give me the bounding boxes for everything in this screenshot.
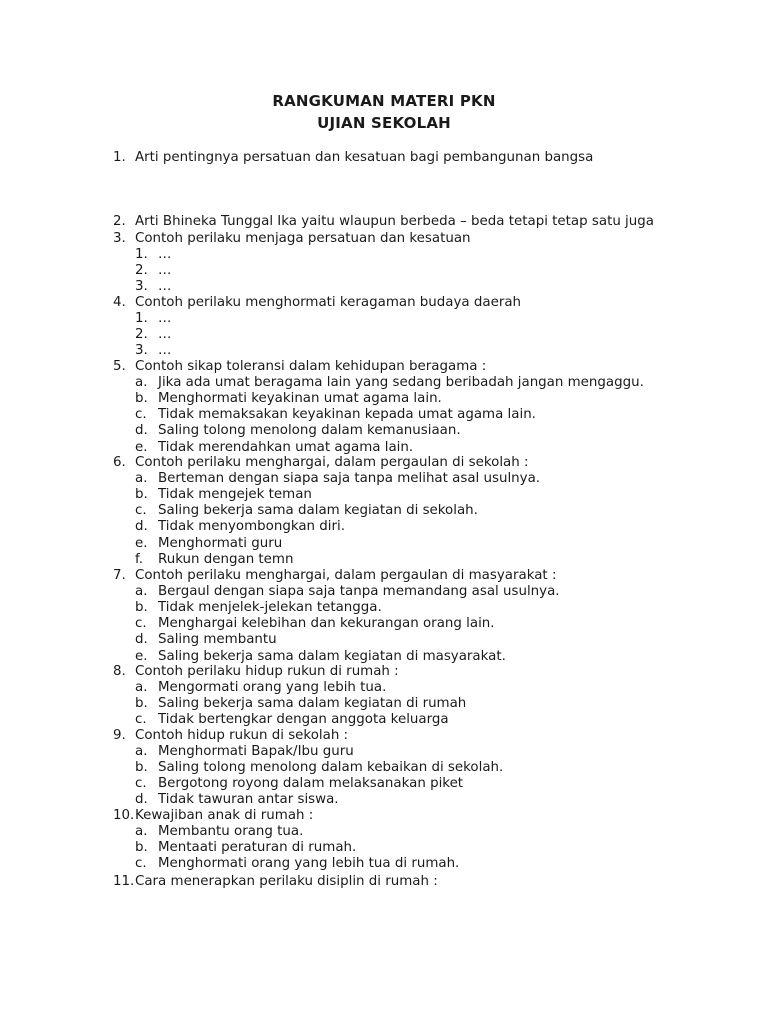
- list-item-text: Contoh perilaku menghormati keragaman budaya daerah: [135, 295, 522, 310]
- list-item-text: Contoh hidup rukun di sekolah :: [135, 728, 349, 743]
- sub-item-marker: 2.: [135, 263, 148, 278]
- sub-item-text: Mentaati peraturan di rumah.: [158, 840, 357, 855]
- sub-item-text: Saling membantu: [158, 632, 277, 647]
- sub-item-marker: 1.: [135, 247, 148, 262]
- list-item-text: Contoh perilaku menjaga persatuan dan kesatuan: [135, 231, 471, 246]
- list-item-text: Kewajiban anak di rumah :: [135, 808, 314, 823]
- sub-item-marker: a.: [135, 824, 148, 839]
- sub-item-marker: c.: [135, 776, 147, 791]
- sub-item-text: …: [158, 343, 172, 358]
- sub-item-marker: 1.: [135, 311, 148, 326]
- list-item-text: Arti Bhineka Tunggal Ika yaitu wlaupun berbeda – beda tetapi tetap satu juga: [135, 214, 654, 229]
- sub-item-marker: b.: [135, 696, 148, 711]
- sub-item-text: Tidak tawuran antar siswa.: [158, 792, 339, 807]
- list-item-number: 4.: [113, 295, 126, 310]
- sub-item-marker: 3.: [135, 279, 148, 294]
- list-item-number: 6.: [113, 455, 126, 470]
- sub-item-text: Tidak merendahkan umat agama lain.: [158, 440, 414, 455]
- sub-item-marker: e.: [135, 536, 148, 551]
- sub-item-text: Bergotong royong dalam melaksanakan piket: [158, 776, 464, 791]
- list-item-text: Cara menerapkan perilaku disiplin di rumah :: [135, 874, 438, 889]
- sub-item-marker: c.: [135, 503, 147, 518]
- sub-item-text: Mengormati orang yang lebih tua.: [158, 680, 387, 695]
- list-item-number: 3.: [113, 231, 126, 246]
- sub-item-text: Tidak bertengkar dengan anggota keluarga: [158, 712, 449, 727]
- sub-item-text: Tidak menyombongkan diri.: [158, 519, 345, 534]
- document-subtitle: UJIAN SEKOLAH: [317, 114, 451, 132]
- sub-item-marker: a.: [135, 375, 148, 390]
- sub-item-text: …: [158, 327, 172, 342]
- list-item-number: 10.: [113, 808, 135, 823]
- sub-item-text: Rukun dengan temn: [158, 552, 294, 567]
- sub-item-marker: c.: [135, 407, 147, 422]
- sub-item-text: Saling tolong menolong dalam kebaikan di sekolah.: [158, 760, 504, 775]
- list-item-number: 5.: [113, 359, 126, 374]
- sub-item-text: …: [158, 247, 172, 262]
- sub-item-marker: b.: [135, 600, 148, 615]
- sub-item-marker: a.: [135, 471, 148, 486]
- sub-item-text: Berteman dengan siapa saja tanpa melihat asal usulnya.: [158, 471, 541, 486]
- list-item-number: 8.: [113, 664, 126, 679]
- list-item-text: Contoh perilaku menghargai, dalam pergaulan di sekolah :: [135, 455, 529, 470]
- list-item-text: Arti pentingnya persatuan dan kesatuan bagi pembangunan bangsa: [135, 150, 594, 165]
- sub-item-marker: b.: [135, 487, 148, 502]
- sub-item-marker: c.: [135, 712, 147, 727]
- list-item-text: Contoh perilaku hidup rukun di rumah :: [135, 664, 399, 679]
- sub-item-marker: a.: [135, 744, 148, 759]
- sub-item-marker: b.: [135, 760, 148, 775]
- sub-item-marker: e.: [135, 649, 148, 664]
- sub-item-marker: d.: [135, 632, 148, 647]
- sub-item-text: Membantu orang tua.: [158, 824, 304, 839]
- sub-item-text: Saling bekerja sama dalam kegiatan di sekolah.: [158, 503, 478, 518]
- sub-item-marker: f.: [135, 552, 143, 567]
- sub-item-text: …: [158, 311, 172, 326]
- list-item-number: 1.: [113, 150, 126, 165]
- sub-item-marker: d.: [135, 423, 148, 438]
- sub-item-text: …: [158, 263, 172, 278]
- sub-item-text: Menghargai kelebihan dan kekurangan orang lain.: [158, 616, 495, 631]
- list-item-text: Contoh perilaku menghargai, dalam pergaulan di masyarakat :: [135, 568, 557, 583]
- list-item-number: 9.: [113, 728, 126, 743]
- sub-item-text: …: [158, 279, 172, 294]
- sub-item-marker: a.: [135, 680, 148, 695]
- sub-item-text: Menghormati orang yang lebih tua di rumah.: [158, 856, 460, 871]
- sub-item-marker: e.: [135, 440, 148, 455]
- sub-item-text: Menghormati Bapak/Ibu guru: [158, 744, 354, 759]
- sub-item-marker: b.: [135, 840, 148, 855]
- sub-item-text: Saling tolong menolong dalam kemanusiaan.: [158, 423, 461, 438]
- list-item-number: 11.: [113, 874, 135, 889]
- sub-item-text: Bergaul dengan siapa saja tanpa memandang asal usulnya.: [158, 584, 560, 599]
- sub-item-text: Tidak memaksakan keyakinan kepada umat agama lain.: [158, 407, 536, 422]
- sub-item-marker: b.: [135, 391, 148, 406]
- sub-item-marker: 3.: [135, 343, 148, 358]
- document-title: RANGKUMAN MATERI PKN: [272, 92, 496, 110]
- sub-item-text: Tidak mengejek teman: [158, 487, 312, 502]
- sub-item-marker: d.: [135, 519, 148, 534]
- sub-item-text: Menghormati keyakinan umat agama lain.: [158, 391, 442, 406]
- sub-item-marker: c.: [135, 616, 147, 631]
- sub-item-marker: d.: [135, 792, 148, 807]
- sub-item-text: Jika ada umat beragama lain yang sedang beribadah jangan mengaggu.: [158, 375, 644, 390]
- sub-item-text: Saling bekerja sama dalam kegiatan di rumah: [158, 696, 467, 711]
- sub-item-text: Saling bekerja sama dalam kegiatan di masyarakat.: [158, 649, 506, 664]
- sub-item-marker: 2.: [135, 327, 148, 342]
- sub-item-marker: c.: [135, 856, 147, 871]
- sub-item-marker: a.: [135, 584, 148, 599]
- sub-item-text: Tidak menjelek-jelekan tetangga.: [158, 600, 382, 615]
- sub-item-text: Menghormati guru: [158, 536, 283, 551]
- list-item-number: 2.: [113, 214, 126, 229]
- list-item-number: 7.: [113, 568, 126, 583]
- list-item-text: Contoh sikap toleransi dalam kehidupan beragama :: [135, 359, 487, 374]
